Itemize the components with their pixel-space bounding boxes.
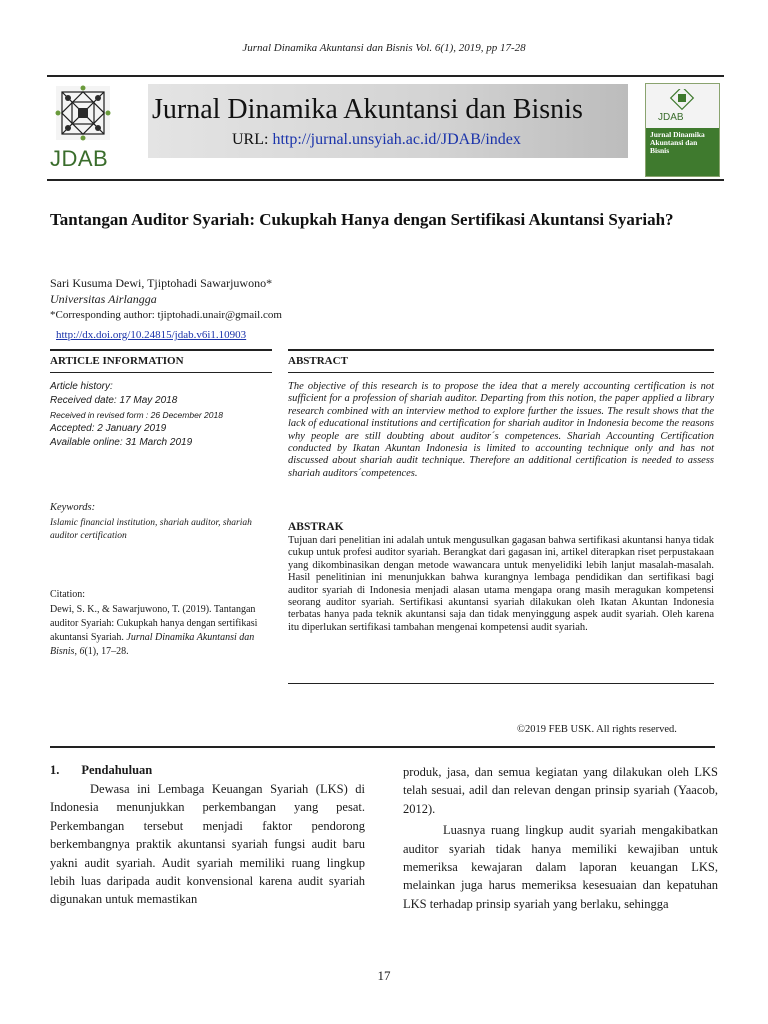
cover-title: Jurnal Dinamika Akuntansi dan Bisnis xyxy=(650,130,705,155)
body-column-left xyxy=(50,780,365,909)
section-number: 1. xyxy=(50,763,60,777)
journal-name: Jurnal Dinamika Akuntansi dan Bisnis xyxy=(152,94,583,125)
article-history xyxy=(50,380,223,450)
citation-volume: 6 xyxy=(79,646,85,657)
journal-url-link[interactable]: http://jurnal.unsyiah.ac.id/JDAB/index xyxy=(272,131,521,148)
affiliation: Universitas Airlangga xyxy=(50,292,157,306)
accepted-date: Accepted: 2 January 2019 xyxy=(50,423,167,434)
url-label: URL: xyxy=(232,131,269,148)
journal-cover-thumbnail xyxy=(645,83,720,177)
authors: Sari Kusuma Dewi, Tjiptohadi Sawarjuwono* xyxy=(50,276,273,290)
keywords-label: Keywords: xyxy=(50,502,96,513)
citation: Dewi, S. K., & Sawarjuwono, T. (2019). Tantangan auditor Syariah: Cukupkah hanya dengan sertifikasi akuntansi Syariah. Jurnal Dinamika Akuntansi dan Bisnis, 6(1), 17–28. xyxy=(50,604,258,657)
abstrak-heading: ABSTRAK xyxy=(288,521,344,533)
body-top-rule xyxy=(50,746,715,748)
info-header-rule xyxy=(50,372,272,373)
citation-text: Dewi, S. K., & Sawarjuwono, T. (2019). Tantangan auditor Syariah: Cukupkah hanya dengan sertifikasi akuntansi Syariah. xyxy=(50,604,258,643)
abstract-text: The objective of this research is to propose the idea that a merely accounting certification is not sufficient for a profession of shariah auditor. Departing from this notion, the paper applied a library research combined with an interview method to explore further the issues. The result shows that the lack of educational institutions and certification for shariah auditor in Indonesia become the reasons why people are still doubting about auditor´s competences. Shariah Accounting Certification conducted by Ikatan Akuntan Indonesia is limited to accounting technique only and has not discussed about shariah audit technique. Therefore an additional certification is needed to assess shariah auditors´competences. xyxy=(288,381,714,479)
page-number: 17 xyxy=(377,968,391,983)
paragraph: produk, jasa, dan semua kegiatan yang dilakukan oleh LKS telah sesuai, adil dan relevan dengan prinsip syariah (Yaacob, 2012). xyxy=(403,765,718,816)
info-top-rule xyxy=(50,349,272,351)
jdab-logo-text: JDAB xyxy=(50,146,109,171)
citation-journal: Jurnal Dinamika Akuntansi dan Bisnis xyxy=(50,632,255,657)
abstract-bottom-rule xyxy=(288,683,714,684)
cover-emblem-icon xyxy=(668,89,696,111)
history-label: Article history: xyxy=(50,381,113,392)
citation-tail: (1), 17–28. xyxy=(84,646,129,657)
abstrak-text: Tujuan dari penelitian ini adalah untuk mengusulkan gagasan bahwa sertifikasi akuntansi hanya tidak cukup untuk profesi auditor syariah. Berangkat dari gagasan ini, artikel diterapkan riset perpustakaan yang dikombinasikan dengan metode wawancara untuk menyelidiki lebih lanjut masalah-masalah. Hasil penelitinian ini menunjukkan bahwa kurangnya lembaga pendidikan dan sertifikasi bagi auditor syariah di Indonesia menjadi alasan utama mengapa orang masih meragukan kompetensi seorang auditor syariah. Sertifikasi akuntansi syariah dilakukan oleh Ikatan Akuntan Indonesia terbatas hanya pada teknik akuntansi saja dan tidak menyinggung aspek audit syariah. Oleh karena itu diperlukan sertifikasi tambahan mengenai kompetensi audit syariah. xyxy=(288,535,714,633)
body-column-right xyxy=(403,763,718,913)
abstract-header-rule xyxy=(288,372,714,373)
abstract-heading: ABSTRACT xyxy=(288,355,348,367)
journal-url-line xyxy=(232,131,521,149)
paragraph: Dewasa ini Lembaga Keuangan Syariah (LKS) di Indonesia menunjukkan perkembangan yang pesat. Perkembangan tersebut menjadi faktor pendorong berkembangnya praktik akuntansi syariah fungsi audit baru yakni audit syariah. Audit syariah memiliki ruang lingkup lebih luas daripada audit konvensional karena audit syariah digunakan untuk memastikan xyxy=(50,782,365,907)
online-date: Available online: 31 March 2019 xyxy=(50,437,193,448)
keywords: Islamic financial institution, shariah auditor, shariah auditor certification xyxy=(50,518,252,541)
paragraph: Luasnya ruang lingkup audit syariah mengakibatkan auditor syariah tidak hanya memiliki kewajiban untuk memeriksa kewajaran dalam laporan keuangan LKS, melainkan juga harus memeriksa kesesuaian dan kepatuhan LKS terhadap prinsip syariah yang berlaku, sehingga xyxy=(403,823,718,911)
doi-link[interactable]: http://dx.doi.org/10.24815/jdab.v6i1.10903 xyxy=(56,329,247,341)
cover-logo-text: JDAB xyxy=(658,112,684,123)
section-heading xyxy=(50,763,152,778)
copyright: ©2019 FEB USK. All rights reserved. xyxy=(517,724,677,735)
article-info-heading: ARTICLE INFORMATION xyxy=(50,355,184,367)
corresponding-author: *Corresponding author: tjiptohadi.unair@gmail.com xyxy=(50,309,282,321)
received-date: Received date: 17 May 2018 xyxy=(50,395,178,406)
article-title: Tantangan Auditor Syariah: Cukupkah Hanya dengan Sertifikasi Akuntansi Syariah? xyxy=(50,210,674,229)
running-head: Jurnal Dinamika Akuntansi dan Bisnis Vol. 6(1), 2019, pp 17-28 xyxy=(242,42,526,54)
citation-label: Citation: xyxy=(50,589,85,600)
section-title: Pendahuluan xyxy=(81,763,153,777)
revised-date: Received in revised form : 26 December 2018 xyxy=(50,410,223,420)
abstract-top-rule xyxy=(288,349,714,351)
